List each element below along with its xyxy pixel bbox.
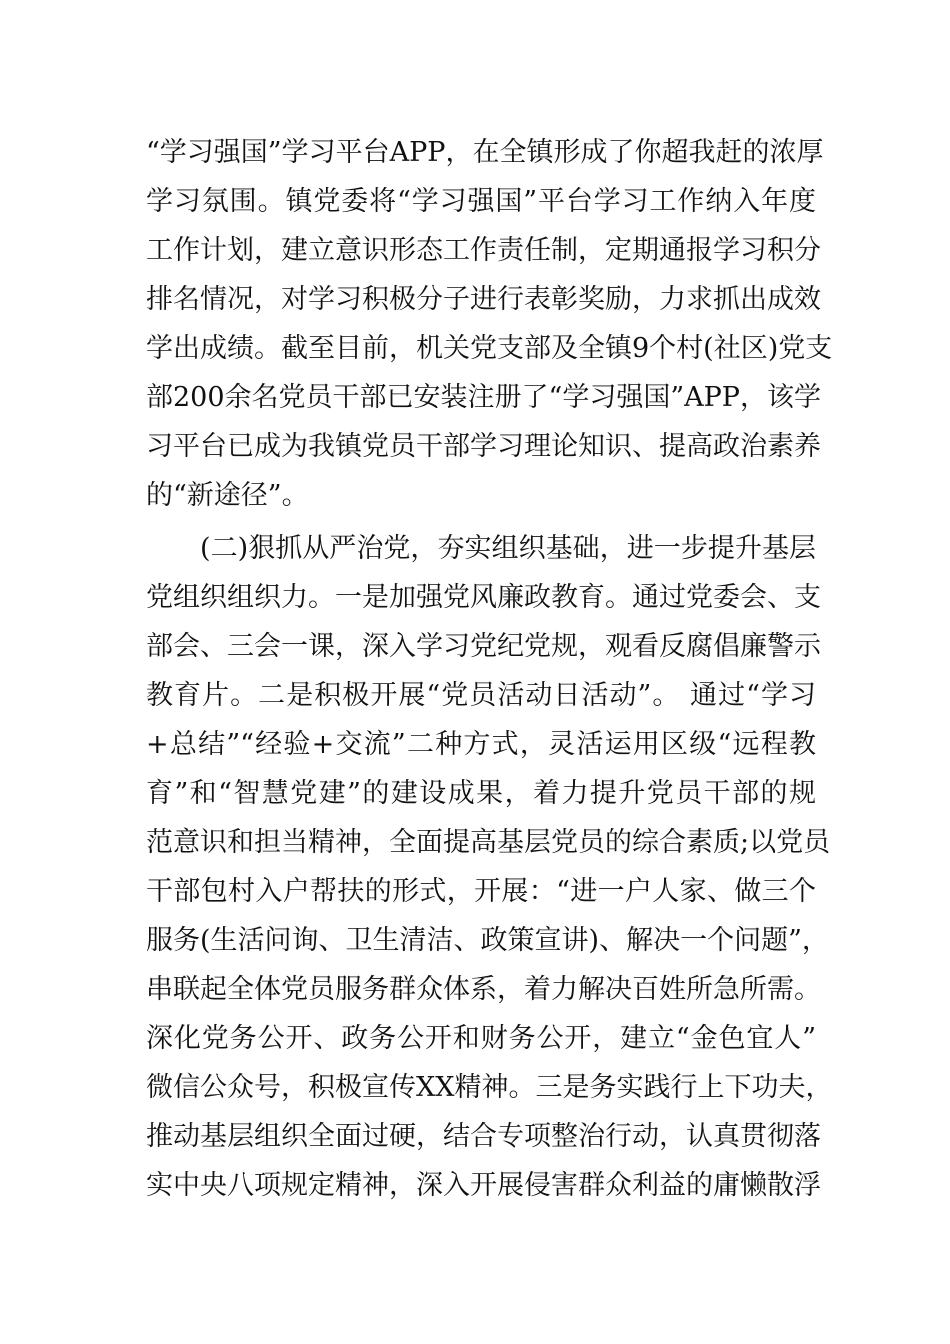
text-line: 学习氛围。镇党委将“学习强国”平台学习工作纳入年度 (146, 186, 816, 217)
text-line: 部会、三会一课，深入学习党纪党规，观看反腐倡廉警示 (146, 631, 821, 662)
text-line: 育”和“智慧党建”的建设成果，着力提升党员干部的规 (146, 778, 816, 809)
text-line: 服务(生活问询、卫生清洁、政策宣讲)、解决一个问题”， (146, 925, 829, 956)
text-line: 深化党务公开、政务公开和财务公开，建立“金色宜人” (146, 1023, 816, 1054)
text-line: 工作计划，建立意识形态工作责任制，定期通报学习积分 (146, 235, 821, 266)
section-heading-line: (二)狠抓从严治党，夯实组织基础，进一步提升基层 (200, 533, 816, 564)
text-line: 部200余名党员干部已安装注册了“学习强国”APP，该学 (146, 382, 821, 413)
text-line: 党组织组织力。一是加强党风廉政教育。通过党委会、支 (146, 582, 821, 613)
text-line: “学习强国”学习平台APP，在全镇形成了你超我赶的浓厚 (146, 137, 824, 168)
text-line: 干部包村入户帮扶的形式，开展：“进一户人家、做三个 (146, 876, 816, 907)
text-line: 排名情况，对学习积极分子进行表彰奖励，力求抓出成效 (146, 284, 821, 315)
text-line: 教育片。二是积极开展“党员活动日活动”。 通过“学习 (146, 680, 816, 711)
text-line: 学出成绩。截至目前，机关党支部及全镇9个村(社区)党支 (146, 333, 833, 364)
text-line: 范意识和担当精神，全面提高基层党员的综合素质;以党员 (146, 827, 831, 858)
text-line: 实中央八项规定精神，深入开展侵害群众利益的庸懒散浮 (146, 1170, 821, 1201)
text-line: 串联起全体党员服务群众体系，着力解决百姓所急所需。 (146, 974, 821, 1005)
text-line: 习平台已成为我镇党员干部学习理论知识、提高政治素养 (146, 431, 821, 462)
text-line: 微信公众号，积极宣传XX精神。三是务实践行上下功夫， (146, 1072, 833, 1103)
text-line: +总结”“经验+交流”二种方式，灵活运用区级“远程教 (146, 729, 816, 760)
text-line: 的“新途径”。 (146, 480, 309, 511)
text-line: 推动基层组织全面过硬，结合专项整治行动，认真贯彻落 (146, 1121, 821, 1152)
